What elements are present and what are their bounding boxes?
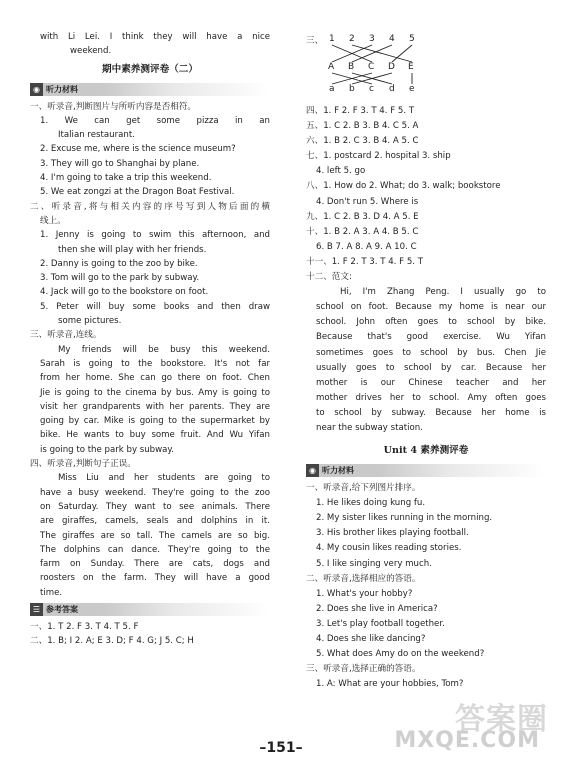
headphones-icon: ◉ bbox=[30, 83, 43, 96]
matching-block bbox=[306, 34, 546, 104]
watermark-logo: 答案圈 bbox=[455, 702, 548, 737]
passage-line: Miss Liu and her students are going to bbox=[58, 473, 270, 484]
passage-line: Sarah is going to the bookstore. It's not far bbox=[40, 358, 270, 369]
passage-line: from her home. She can go there on foot. Chen bbox=[40, 373, 270, 384]
list-item: 3. Tom will go to the park by subway. bbox=[40, 273, 200, 284]
answer-line: 五、1. C 2. B 3. B 4. C 5. A bbox=[306, 121, 419, 132]
answer-key-icon: ☰ bbox=[30, 603, 43, 616]
match-lower: a bbox=[329, 84, 335, 94]
section-heading: 三、听录音,选择正确的答语。 bbox=[306, 664, 421, 675]
essay-line: near the subway station. bbox=[316, 422, 423, 433]
list-item: 3. His brother likes playing football. bbox=[316, 528, 469, 539]
answer-line: 四、1. F 2. F 3. T 4. F 5. T bbox=[306, 106, 415, 116]
list-item: 1. He likes doing kung fu. bbox=[316, 498, 426, 509]
passage-line: have a busy weekend. They're going to the zoo bbox=[40, 487, 270, 498]
match-letter: D bbox=[388, 62, 395, 72]
essay-line: to school by subway. Because her home is bbox=[316, 407, 546, 418]
match-lower: b bbox=[349, 84, 355, 94]
list-item: 4. My cousin likes reading stories. bbox=[316, 543, 462, 554]
passage-line: on Saturday. They want to see animals. There bbox=[40, 501, 270, 512]
section-heading: 四、听录音,判断句子正误。 bbox=[30, 459, 136, 470]
section-heading: 二、听录音,将与相关内容的序号写到人物后面的横 bbox=[30, 201, 270, 212]
list-item: 2. Excuse me, where is the science museum? bbox=[40, 144, 236, 155]
match-letter: B bbox=[348, 62, 355, 72]
match-number: 4 bbox=[389, 34, 395, 44]
essay-line: school. John often goes to school by bike. bbox=[316, 317, 546, 328]
passage-line: farm on Sunday. There are cats, dogs and bbox=[40, 559, 270, 570]
passage-line: bike. He wants to buy some fruit. And Wu Yifan bbox=[40, 430, 270, 441]
section-heading: 一、听录音,给下列图片排序。 bbox=[306, 483, 421, 494]
essay-line: usually goes to school by car. Because her bbox=[316, 362, 546, 373]
passage-line: roosters on the farm. They will have a good bbox=[40, 573, 270, 584]
exam-title: 期中素养测评卷（二） bbox=[102, 63, 198, 75]
passage-line: going by car. Mike is going to the supermarket by bbox=[40, 416, 270, 427]
match-lower: e bbox=[409, 84, 415, 94]
unit-title: Unit 4 素养测评卷 bbox=[383, 445, 469, 457]
list-item: 5. We eat zongzi at the Dragon Boat Festival. bbox=[40, 187, 235, 198]
right-column bbox=[306, 34, 546, 692]
passage-line: The giraffes are so tall. The camels are so big. bbox=[40, 530, 270, 541]
answer-line: 一、1. T 2. F 3. T 4. T 5. F bbox=[30, 621, 139, 632]
passage-line: Jie is going to the cinema by bus. Amy is going to bbox=[40, 387, 270, 398]
answer-line: 六、1. B 2. C 3. B 4. A 5. C bbox=[306, 136, 419, 147]
passage-line: The dolphins can dance. They're going to the bbox=[40, 544, 270, 555]
passage-line: time. bbox=[40, 587, 63, 598]
list-item: 1. What's your hobby? bbox=[316, 588, 413, 599]
section-heading: 三、听录音,连线。 bbox=[30, 330, 102, 341]
answer-line: 4. left 5. go bbox=[316, 166, 366, 177]
listening-tag-label: 听力材料 bbox=[46, 84, 78, 94]
answer-line: 十一、1. F 2. T 3. T 4. F 5. T bbox=[306, 256, 423, 267]
answer-line: 4. Don't run 5. Where is bbox=[316, 196, 419, 207]
passage-line: is going to the park by subway. bbox=[40, 444, 175, 455]
list-item: 5. What does Amy do on the weekend? bbox=[316, 649, 485, 660]
matching-label: 三、 bbox=[306, 36, 324, 46]
left-column bbox=[30, 30, 270, 649]
list-item: some pictures. bbox=[58, 316, 122, 327]
answer-line: 八、1. How do 2. What; do 3. walk; bookstore bbox=[306, 181, 501, 192]
matching-diagram bbox=[328, 34, 448, 98]
answer-line: 十、1. B 2. A 3. A 4. B 5. C bbox=[306, 226, 419, 237]
essay-line: Hi, I'm Zhang Peng. I usually go to bbox=[340, 287, 546, 298]
list-item: 2. Danny is going to the zoo by bike. bbox=[40, 258, 198, 269]
headphones-icon: ◉ bbox=[306, 464, 319, 477]
list-item: then she will play with her friends. bbox=[58, 244, 207, 255]
intro-line: weekend. bbox=[70, 46, 112, 57]
listening-tag-label: 听力材料 bbox=[322, 466, 354, 476]
answer-line: 十二、范文: bbox=[306, 272, 352, 283]
match-number: 3 bbox=[369, 34, 375, 44]
match-number: 2 bbox=[349, 34, 355, 44]
answer-line: 二、1. B; I 2. A; E 3. D; F 4. G; J 5. C; H bbox=[30, 636, 194, 647]
listening-tag bbox=[30, 83, 270, 96]
essay-line: mother drives her to school. Amy often goes bbox=[316, 392, 546, 403]
section-heading: 一、听录音,判断图片与所听内容是否相符。 bbox=[30, 101, 197, 112]
section-heading: 线上。 bbox=[40, 215, 66, 226]
list-item: 1. We can get some pizza in an bbox=[40, 115, 270, 126]
list-item: 3. Let's play football together. bbox=[316, 618, 445, 629]
section-heading: 二、听录音,选择相应的答语。 bbox=[306, 573, 421, 584]
watermark-url: MXQE.COM bbox=[394, 728, 540, 753]
match-letter: C bbox=[368, 62, 375, 72]
match-number: 1 bbox=[329, 34, 335, 44]
essay-line: Because that's good exercise. Wu Yifan bbox=[316, 332, 546, 343]
match-number: 5 bbox=[409, 34, 415, 44]
list-item: 4. Does she like dancing? bbox=[316, 634, 426, 644]
list-item: 4. I'm going to take a trip this weekend. bbox=[40, 173, 212, 184]
list-item: 5. I like singing very much. bbox=[316, 558, 432, 569]
list-item: Italian restaurant. bbox=[58, 130, 135, 141]
passage-line: My friends will be busy this weekend. bbox=[58, 344, 270, 355]
answer-line: 九、1. C 2. B 3. D 4. A 5. E bbox=[306, 211, 419, 222]
match-lower: c bbox=[369, 84, 374, 94]
list-item: 5. Peter will buy some books and then draw bbox=[40, 301, 270, 312]
passage-line: visit her grandparents with her parents. They are bbox=[40, 401, 270, 412]
listening-tag bbox=[306, 464, 546, 477]
answer-line: 七、1. postcard 2. hospital 3. ship bbox=[306, 151, 451, 162]
list-item: 4. Jack will go to the bookstore on foot. bbox=[40, 287, 209, 298]
match-lower: d bbox=[389, 84, 395, 94]
passage-line: are giraffes, camels, seals and dolphins in it. bbox=[40, 516, 270, 527]
answer-line: 6. B 7. A 8. A 9. A 10. C bbox=[316, 241, 417, 252]
list-item: 2. Does she live in America? bbox=[316, 603, 438, 614]
essay-line: sometimes goes to school by bus. Chen Jie bbox=[316, 347, 546, 358]
list-item: 2. My sister likes running in the morning. bbox=[316, 513, 493, 524]
answer-tag bbox=[30, 603, 270, 616]
page-number: –151– bbox=[259, 740, 303, 756]
match-letter: A bbox=[328, 62, 335, 72]
intro-line: with Li Lei. I think they will have a nice bbox=[40, 32, 270, 42]
match-letter: E bbox=[408, 62, 414, 72]
list-item: 3. They will go to Shanghai by plane. bbox=[40, 158, 200, 169]
answer-tag-label: 参考答案 bbox=[46, 604, 78, 614]
essay-line: mother is our Chinese teacher and her bbox=[316, 377, 546, 388]
list-item: 1. A: What are your hobbies, Tom? bbox=[316, 679, 464, 690]
list-item: 1. Jenny is going to swim this afternoon, and bbox=[40, 230, 270, 241]
essay-line: school on foot. Because my home is near our bbox=[316, 302, 546, 313]
